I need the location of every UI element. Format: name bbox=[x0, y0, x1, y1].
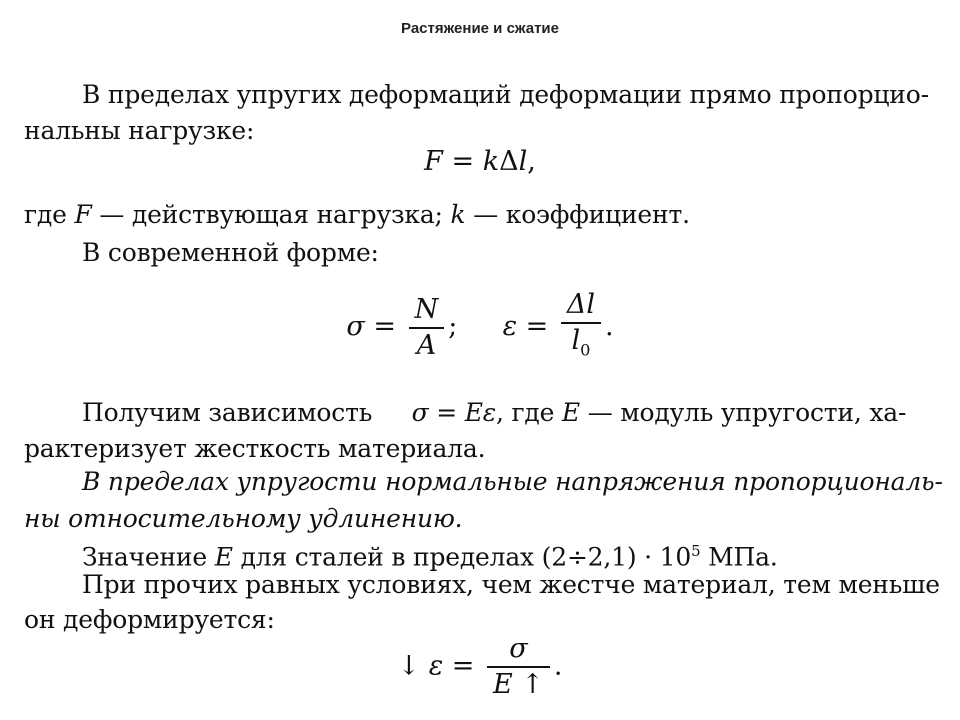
p6-E: E bbox=[214, 542, 233, 572]
formula3-sigma: σ bbox=[487, 632, 550, 668]
p4-formula: σ = Eε bbox=[411, 398, 496, 427]
p4-c: — модуль упругости, ха- bbox=[587, 398, 907, 427]
formula-l: l bbox=[518, 146, 528, 177]
formula-eq: = bbox=[442, 146, 483, 177]
paragraph-5-line-2: ны относительному удлинению. bbox=[24, 504, 463, 533]
formula3-dot: . bbox=[553, 650, 563, 682]
formula2-eps: ε bbox=[502, 311, 518, 343]
p6-c: МПа. bbox=[708, 542, 778, 572]
paragraph-2 bbox=[24, 200, 690, 230]
p2-k: k bbox=[450, 200, 466, 229]
fraction-sigma-over-E bbox=[487, 632, 550, 702]
p2-mid: — действующая нагрузка; bbox=[99, 200, 443, 229]
page-title: Растяжение и сжатие bbox=[401, 20, 559, 37]
p2-pre: где bbox=[24, 200, 67, 229]
formula2-N: N bbox=[409, 293, 445, 329]
fraction-dl-over-l0 bbox=[561, 288, 601, 367]
formula2-l0-group bbox=[561, 324, 601, 367]
formula-stress-strain bbox=[0, 288, 960, 367]
formula-strain-ratio bbox=[0, 632, 960, 702]
p2-F: F bbox=[74, 200, 92, 229]
formula-hooke-force bbox=[0, 146, 960, 177]
formula2-l0: l bbox=[571, 325, 581, 356]
arrow-down-icon: ↓ bbox=[397, 650, 421, 682]
formula-k: k bbox=[482, 146, 500, 177]
p6-sup: 5 bbox=[691, 542, 701, 560]
formula-F: F bbox=[424, 146, 443, 177]
formula3-den bbox=[487, 668, 550, 702]
paragraph-7-line-1: При прочих равных условиях, чем жестче материал, тем меньше bbox=[82, 570, 940, 599]
paragraph-3: В современной форме: bbox=[82, 238, 379, 267]
formula2-dot: . bbox=[605, 311, 614, 343]
formula2-A: A bbox=[416, 329, 437, 361]
paragraph-7-line-2: он деформируется: bbox=[24, 605, 275, 634]
arrow-up-icon: ↑ bbox=[521, 669, 544, 700]
paragraph-1-line-2: нальны нагрузке: bbox=[24, 116, 255, 145]
p6-b: для сталей в пределах (2÷2,1) · 10 bbox=[240, 542, 692, 572]
paragraph-4-line-1 bbox=[82, 398, 906, 428]
p4-b: , где bbox=[495, 398, 555, 427]
paragraph-5-line-1: В пределах упругости нормальные напряжения пропорциональ- bbox=[82, 467, 943, 496]
formula2-sigma: σ bbox=[346, 311, 365, 343]
p2-end: — коэффициент. bbox=[473, 200, 690, 229]
p6-a: Значение bbox=[82, 542, 207, 572]
formula3-eps: ε bbox=[428, 650, 444, 682]
formula3-eq: = bbox=[443, 650, 483, 682]
formula-tail: , bbox=[527, 146, 536, 177]
formula-delta: Δ bbox=[499, 146, 519, 177]
fraction-N-over-A bbox=[409, 293, 445, 363]
formula2-sep: ; bbox=[448, 311, 458, 343]
formula2-eq1: = bbox=[364, 311, 405, 343]
formula2-dl: Δl bbox=[561, 288, 601, 324]
p4-E: E bbox=[561, 398, 580, 427]
paragraph-1-line-1: В пределах упругих деформаций деформации прямо пропорцио- bbox=[82, 80, 929, 109]
formula2-eq2: = bbox=[517, 311, 557, 343]
formula3-E: E bbox=[492, 669, 513, 700]
p4-a: Получим зависимость bbox=[82, 398, 373, 427]
formula2-sub0: 0 bbox=[580, 340, 591, 360]
paragraph-4-line-2: рактеризует жесткость материала. bbox=[24, 434, 486, 463]
paragraph-6 bbox=[82, 536, 778, 572]
